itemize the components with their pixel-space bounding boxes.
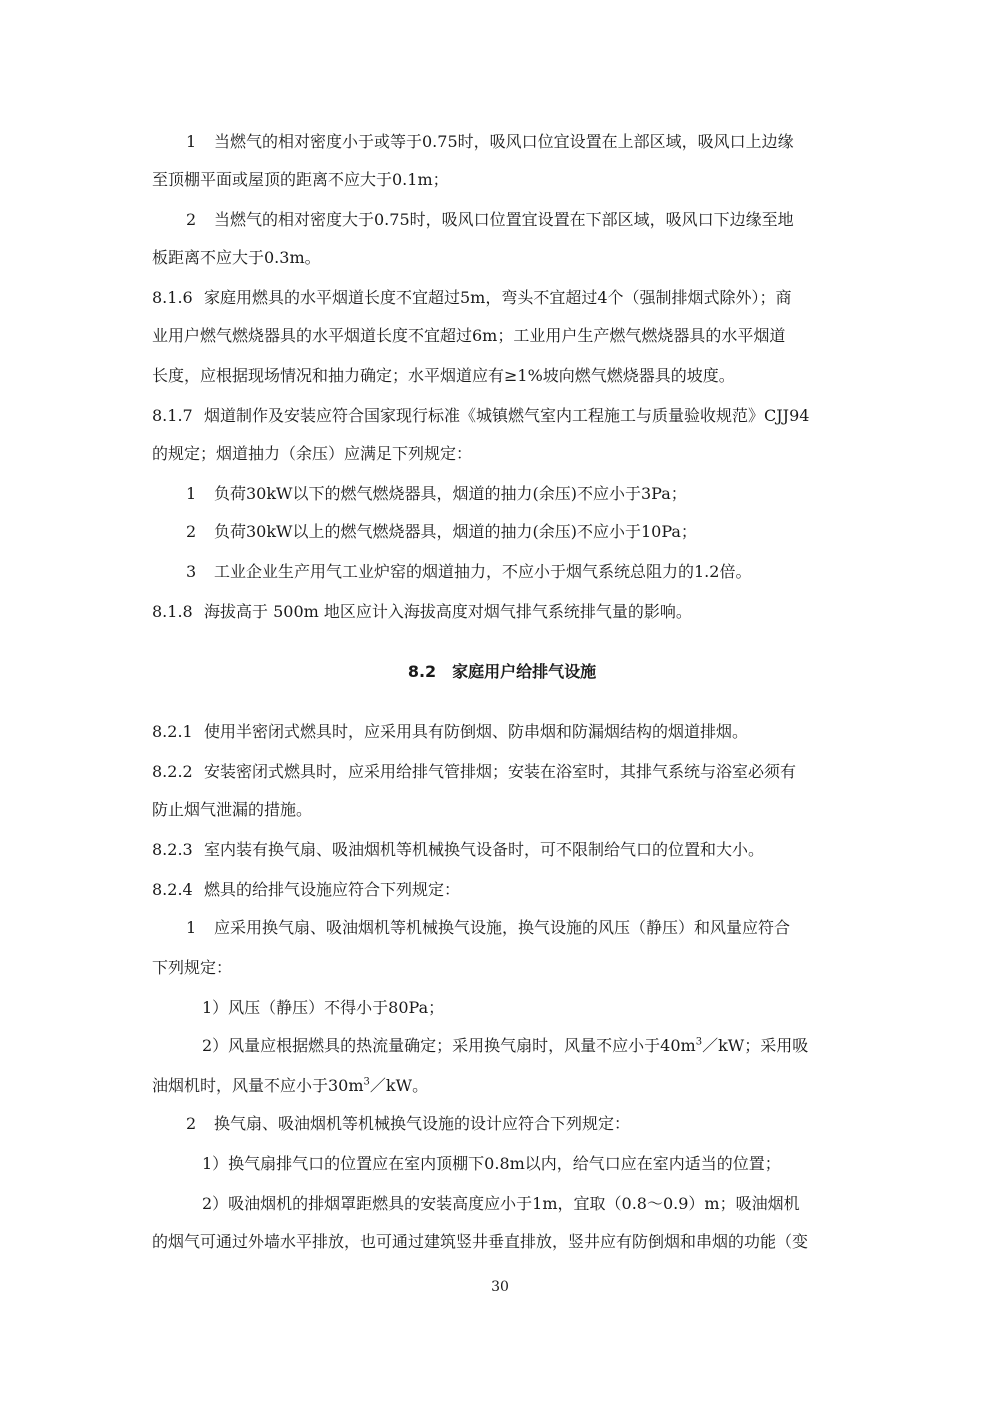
item-text: 当燃气的相对密度小于或等于0.75时，吸风口位宜设置在上部区域，吸风口上边缘 bbox=[214, 132, 794, 151]
item-number: 1 bbox=[186, 132, 197, 151]
clause-8-1-6 bbox=[152, 288, 852, 308]
list-item bbox=[186, 1114, 852, 1134]
item-text-continued: 至顶棚平面或屋顶的距离不应大于0.1m； bbox=[152, 170, 449, 189]
superscript: 3 bbox=[695, 1036, 703, 1048]
item-number: 2 bbox=[186, 522, 197, 541]
clause-text: 使用半密闭式燃具时，应采用具有防倒烟、防串烟和防漏烟结构的烟道排烟。 bbox=[204, 722, 749, 741]
page-number: 30 bbox=[491, 1279, 509, 1295]
item-number: 2 bbox=[186, 1114, 197, 1133]
item-number: 1 bbox=[186, 484, 197, 503]
sub-item: 1）风压（静压）不得小于80Pa； bbox=[202, 998, 445, 1017]
clause-8-2-2 bbox=[152, 762, 852, 782]
superscript: 3 bbox=[363, 1076, 370, 1088]
clause-text: 海拔高于 500m 地区应计入海拔高度对烟气排气系统排气量的影响。 bbox=[204, 602, 692, 621]
sub-item-text: ／kW；采用吸 bbox=[702, 1036, 809, 1055]
list-item bbox=[186, 562, 852, 582]
clause-8-2-4 bbox=[152, 880, 852, 900]
clause-number: 8.1.8 bbox=[152, 602, 193, 621]
sub-item-text: ／kW。 bbox=[369, 1076, 429, 1095]
list-item bbox=[186, 484, 852, 504]
item-text: 负荷30kW以下的燃气燃烧器具，烟道的抽力(余压)不应小于3Pa； bbox=[214, 484, 687, 503]
list-item bbox=[186, 132, 852, 152]
clause-number: 8.2.2 bbox=[152, 762, 193, 781]
item-text: 换气扇、吸油烟机等机械换气设施的设计应符合下列规定： bbox=[214, 1114, 631, 1133]
clause-number: 8.1.7 bbox=[152, 406, 193, 425]
sub-item: 1）换气扇排气口的位置应在室内顶棚下0.8m以内，给气口应在室内适当的位置； bbox=[202, 1154, 781, 1173]
item-text: 负荷30kW以上的燃气燃烧器具，烟道的抽力(余压)不应小于10Pa； bbox=[214, 522, 697, 541]
clause-number: 8.2.4 bbox=[152, 880, 193, 899]
sub-item-text: 油烟机时，风量不应小于30m bbox=[152, 1076, 364, 1095]
sub-item-continued: 的烟气可通过外墙水平排放，也可通过建筑竖井垂直排放，竖井应有防倒烟和串烟的功能（变 bbox=[152, 1232, 809, 1251]
clause-text-continued: 业用户燃气燃烧器具的水平烟道长度不宜超过6m；工业用户生产燃气燃烧器具的水平烟道 bbox=[152, 326, 786, 345]
clause-text: 燃具的给排气设施应符合下列规定： bbox=[204, 880, 461, 899]
sub-item-text: 2）风量应根据燃具的热流量确定；采用换气扇时，风量不应小于40m bbox=[202, 1036, 696, 1055]
item-number: 1 bbox=[186, 918, 197, 937]
clause-8-1-7 bbox=[152, 406, 852, 426]
clause-text-continued: 的规定；烟道抽力（余压）应满足下列规定： bbox=[152, 444, 473, 463]
list-item bbox=[186, 918, 852, 938]
section-heading: 8.2 家庭用户给排气设施 bbox=[407, 662, 597, 681]
clause-8-1-8 bbox=[152, 602, 852, 622]
clause-text: 安装密闭式燃具时，应采用给排气管排烟；安装在浴室时，其排气系统与浴室必须有 bbox=[204, 762, 797, 781]
clause-number: 8.1.6 bbox=[152, 288, 193, 307]
list-item bbox=[186, 522, 852, 542]
clause-text-continued: 防止烟气泄漏的措施。 bbox=[152, 800, 313, 819]
clause-text-continued: 长度，应根据现场情况和抽力确定；水平烟道应有≥1%坡向燃气燃烧器具的坡度。 bbox=[152, 366, 735, 385]
item-text: 应采用换气扇、吸油烟机等机械换气设施，换气设施的风压（静压）和风量应符合 bbox=[214, 918, 791, 937]
clause-text: 家庭用燃具的水平烟道长度不宜超过5m，弯头不宜超过4个（强制排烟式除外）；商 bbox=[204, 288, 792, 307]
item-number: 3 bbox=[186, 562, 197, 581]
sub-item bbox=[202, 1036, 852, 1056]
item-text-continued: 板距离不应大于0.3m。 bbox=[152, 248, 321, 267]
sub-item-continued bbox=[152, 1076, 852, 1096]
clause-number: 8.2.1 bbox=[152, 722, 193, 741]
item-number: 2 bbox=[186, 210, 197, 229]
item-text-continued: 下列规定： bbox=[152, 958, 233, 977]
clause-text: 室内装有换气扇、吸油烟机等机械换气设备时，可不限制给气口的位置和大小。 bbox=[204, 840, 765, 859]
sub-item: 2）吸油烟机的排烟罩距燃具的安装高度应小于1m，宜取（0.8～0.9）m；吸油烟机 bbox=[202, 1194, 800, 1213]
list-item bbox=[186, 210, 852, 230]
clause-text: 烟道制作及安装应符合国家现行标准《城镇燃气室内工程施工与质量验收规范》CJJ94 bbox=[204, 406, 810, 425]
clause-8-2-3 bbox=[152, 840, 852, 860]
item-text: 当燃气的相对密度大于0.75时，吸风口位置宜设置在下部区域，吸风口下边缘至地 bbox=[214, 210, 794, 229]
item-text: 工业企业生产用气工业炉窑的烟道抽力，不应小于烟气系统总阻力的1.2倍。 bbox=[214, 562, 752, 581]
clause-number: 8.2.3 bbox=[152, 840, 193, 859]
clause-8-2-1 bbox=[152, 722, 852, 742]
